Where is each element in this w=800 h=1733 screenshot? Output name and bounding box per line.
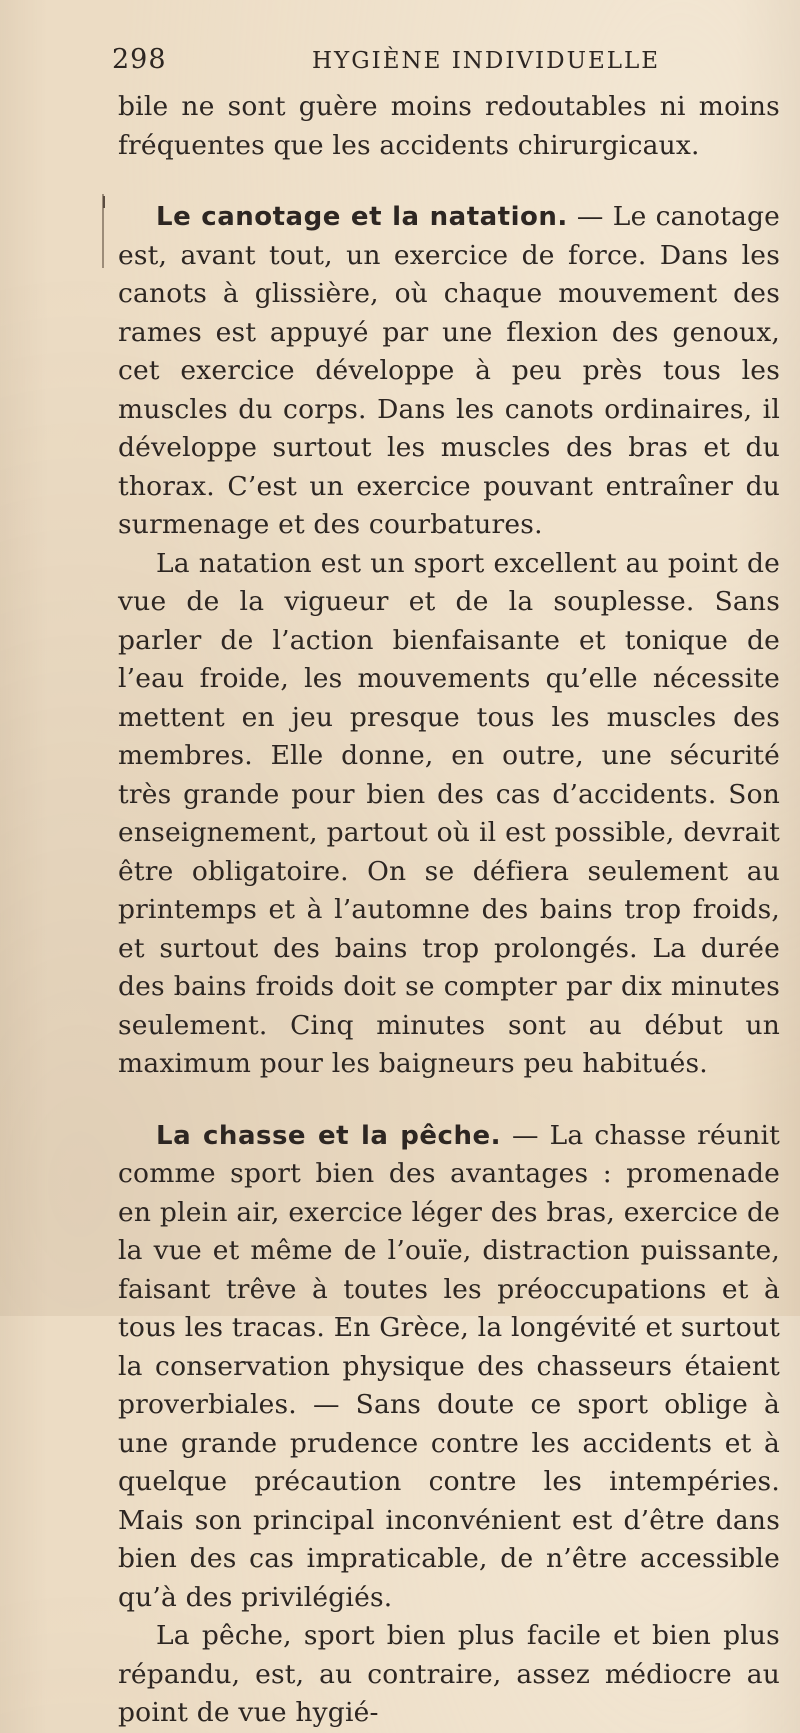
- running-header: [112, 38, 780, 88]
- page-number: 298: [112, 44, 167, 75]
- margin-dot: [103, 196, 105, 208]
- section-text-chasse: — La chasse réunit comme sport bien des avantages : promenade en plein air, exercice léger des bras, exercice de la vue et même de l’ouïe, distraction puissante, faisant trêve à toutes les préoccupations et à tous les tracas. En Grèce, la longévité et surtout la conservation physique des chasseurs étaient proverbiales. — Sans doute ce sport oblige à une grande prudence contre les accidents et à quelque précaution contre les intempéries. Mais son principal inconvénient est d’être dans bien des cas impraticable, de n’être accessible qu’à des privilégiés.: [118, 1119, 780, 1613]
- book-page: [112, 38, 781, 1733]
- section-text-canotage: — Le canotage est, avant tout, un exercice de force. Dans les canots à glissière, où chaque mouvement des rames est appuyé par une flexion des genoux, cet exercice développe à peu près tous les muscles du corps. Dans les canots ordinaires, il développe surtout les muscles des bras et du thorax. C’est un exercice pouvant entraîner du surmenage et des courbatures.: [118, 201, 781, 540]
- section-chasse: [118, 1117, 780, 1618]
- paragraph-continuation: bile ne sont guère moins redoutables ni moins fréquentes que les accidents chirurgicaux.: [118, 91, 780, 161]
- paragraph-natation: La natation est un sport excellent au point de vue de la vigueur et de la souplesse. Sans parler de l’action bienfaisante et tonique de l’eau froide, les mouvements qu’elle nécessite mettent en jeu presque tous les muscles des membres. Elle donne, en outre, une sécurité très grande pour bien des cas d’accidents. Son enseignement, partout où il est possible, devrait être obligatoire. On se défiera seulement au printemps et à l’automne des bains trop froids, et surtout des bains trop prolongés. La durée des bains froids doit se compter par dix minutes seulement. Cinq minutes sont au début un maximum pour les baigneurs peu habitués.: [118, 547, 780, 1079]
- section-canotage: [118, 198, 780, 545]
- section-heading-chasse: La chasse et la pêche.: [156, 1120, 501, 1151]
- section-heading-canotage: Le canotage et la natation.: [156, 202, 568, 232]
- running-title: HYGIÈNE INDIVIDUELLE: [312, 48, 661, 74]
- paragraph-peche: La pêche, sport bien plus facile et bien plus répandu, est, au contraire, assez médiocre au point de vue hygié-: [118, 1620, 780, 1728]
